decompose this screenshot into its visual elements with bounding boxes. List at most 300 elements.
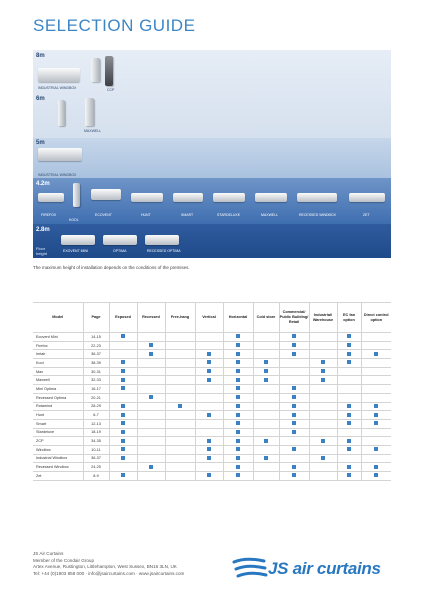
feature-mark <box>121 456 125 460</box>
feature-mark <box>236 413 240 417</box>
js-air-curtains-logo <box>232 556 400 584</box>
feature-cell <box>309 437 337 446</box>
table-row <box>33 385 391 394</box>
page-cell: 8-9 <box>83 472 109 481</box>
table-row <box>33 393 391 402</box>
feature-cell <box>137 376 165 385</box>
feature-cell <box>137 350 165 359</box>
feature-mark <box>149 343 153 347</box>
feature-cell <box>309 350 337 359</box>
feature-cell <box>279 333 309 342</box>
feature-mark <box>292 343 296 347</box>
product-image-stardeluxe <box>213 193 245 202</box>
feature-mark <box>374 447 378 451</box>
feature-mark <box>236 404 240 408</box>
feature-mark <box>207 439 211 443</box>
page-cell: 6-7 <box>83 411 109 420</box>
feature-cell <box>223 472 253 481</box>
footer-company: JS Air Curtains <box>33 551 64 556</box>
feature-cell <box>361 350 391 359</box>
product-image-maxwell <box>85 98 94 126</box>
floor-label-line2: height <box>36 251 47 256</box>
feature-cell <box>195 350 223 359</box>
feature-cell <box>361 333 391 342</box>
feature-mark <box>121 386 125 390</box>
table-row <box>33 463 391 472</box>
feature-cell <box>165 393 195 402</box>
feature-cell <box>165 350 195 359</box>
feature-cell <box>253 428 279 437</box>
feature-mark <box>207 369 211 373</box>
selection-table-wrapper <box>33 302 391 481</box>
feature-mark <box>236 395 240 399</box>
feature-mark <box>374 473 378 477</box>
table-row <box>33 445 391 454</box>
feature-mark <box>121 334 125 338</box>
feature-cell <box>361 419 391 428</box>
product-label-exovent-mini: EXOVENT MINI <box>63 249 89 253</box>
feature-cell <box>165 454 195 463</box>
model-cell: Hunt <box>33 411 83 420</box>
height-label-6m: 6m <box>36 96 45 102</box>
feature-mark <box>347 421 351 425</box>
feature-cell <box>195 454 223 463</box>
product-image-smart <box>173 193 203 202</box>
feature-cell <box>195 411 223 420</box>
feature-mark <box>121 360 125 364</box>
feature-cell <box>195 428 223 437</box>
feature-cell <box>223 411 253 420</box>
model-cell: Firefox <box>33 341 83 350</box>
feature-cell <box>361 367 391 376</box>
feature-mark <box>292 352 296 356</box>
selection-table <box>33 302 391 481</box>
column-header: Commercial/ Public Building/ Retail <box>279 303 309 333</box>
product-label-maxwell: MAXWELL <box>84 129 102 133</box>
model-cell: Stardeluxe <box>33 428 83 437</box>
feature-mark <box>292 465 296 469</box>
feature-cell <box>337 463 361 472</box>
feature-mark <box>121 473 125 477</box>
page-cell: 38-39 <box>83 359 109 368</box>
feature-cell <box>109 437 137 446</box>
feature-mark <box>264 378 268 382</box>
product-label-kool: KOOL <box>69 218 79 222</box>
product-image-ecovent <box>91 189 121 200</box>
table-row <box>33 376 391 385</box>
feature-mark <box>121 447 125 451</box>
feature-cell <box>309 428 337 437</box>
table-header-row <box>33 303 391 333</box>
table-row <box>33 350 391 359</box>
feature-cell <box>309 463 337 472</box>
feature-cell <box>253 437 279 446</box>
feature-mark <box>236 369 240 373</box>
feature-cell <box>337 393 361 402</box>
feature-cell <box>137 445 165 454</box>
model-cell: ZCP <box>33 437 83 446</box>
feature-cell <box>109 393 137 402</box>
feature-cell <box>109 472 137 481</box>
product-label-ccp: CCP <box>107 88 115 92</box>
feature-cell <box>109 419 137 428</box>
feature-mark <box>149 352 153 356</box>
feature-cell <box>223 350 253 359</box>
feature-mark <box>236 334 240 338</box>
feature-mark <box>347 413 351 417</box>
feature-cell <box>361 437 391 446</box>
feature-cell <box>279 411 309 420</box>
feature-cell <box>165 367 195 376</box>
feature-mark <box>236 473 240 477</box>
table-row <box>33 341 391 350</box>
table-row <box>33 437 391 446</box>
height-label-8m: 8m <box>36 53 45 59</box>
feature-cell <box>195 376 223 385</box>
feature-cell <box>253 445 279 454</box>
feature-cell <box>137 411 165 420</box>
feature-mark <box>236 465 240 469</box>
feature-mark <box>236 447 240 451</box>
model-cell: Maxwell <box>33 376 83 385</box>
feature-mark <box>149 395 153 399</box>
page-cell: 14-15 <box>83 333 109 342</box>
table-row <box>33 411 391 420</box>
feature-cell <box>109 367 137 376</box>
feature-mark <box>207 456 211 460</box>
height-label-5m: 5m <box>36 140 45 146</box>
feature-mark <box>236 386 240 390</box>
feature-mark <box>121 430 125 434</box>
feature-mark <box>236 421 240 425</box>
feature-mark <box>236 343 240 347</box>
feature-cell <box>361 402 391 411</box>
feature-cell <box>279 463 309 472</box>
feature-mark <box>207 352 211 356</box>
feature-mark <box>347 473 351 477</box>
feature-mark <box>374 352 378 356</box>
feature-cell <box>337 419 361 428</box>
model-cell: Imtair <box>33 350 83 359</box>
product-image-maxwell-4m <box>255 193 287 202</box>
footer-member: Member of the Condair Group <box>33 557 95 563</box>
feature-mark <box>207 447 211 451</box>
feature-cell <box>253 350 279 359</box>
feature-cell <box>337 402 361 411</box>
page-cell: 32-33 <box>83 376 109 385</box>
feature-mark <box>292 430 296 434</box>
model-cell: Kool <box>33 359 83 368</box>
feature-cell <box>279 376 309 385</box>
feature-cell <box>279 454 309 463</box>
feature-cell <box>309 367 337 376</box>
feature-cell <box>253 472 279 481</box>
product-image-vertical <box>91 58 100 82</box>
page-cell: 28-29 <box>83 402 109 411</box>
feature-mark <box>149 465 153 469</box>
feature-cell <box>337 350 361 359</box>
feature-cell <box>309 385 337 394</box>
feature-mark <box>374 413 378 417</box>
feature-cell <box>279 419 309 428</box>
feature-cell <box>309 393 337 402</box>
feature-cell <box>309 341 337 350</box>
feature-cell <box>109 463 137 472</box>
feature-cell <box>137 393 165 402</box>
feature-cell <box>253 385 279 394</box>
logo-text: JS air curtains <box>268 559 381 578</box>
feature-cell <box>195 445 223 454</box>
feature-cell <box>195 463 223 472</box>
feature-cell <box>361 411 391 420</box>
feature-cell <box>109 350 137 359</box>
feature-mark <box>121 378 125 382</box>
feature-cell <box>223 428 253 437</box>
feature-mark <box>236 378 240 382</box>
feature-mark <box>321 456 325 460</box>
feature-cell <box>337 454 361 463</box>
feature-cell <box>109 454 137 463</box>
feature-cell <box>279 359 309 368</box>
feature-mark <box>121 421 125 425</box>
product-label-smart: SMART <box>181 213 194 217</box>
feature-cell <box>165 341 195 350</box>
column-header: Horizontal <box>223 303 253 333</box>
product-image-industrial-windbox-5m <box>38 148 82 161</box>
feature-mark <box>374 421 378 425</box>
product-image-recessed-optima <box>145 235 179 245</box>
floor-height-label <box>36 246 47 256</box>
column-header: EC fan option <box>337 303 361 333</box>
feature-cell <box>137 472 165 481</box>
feature-cell <box>109 428 137 437</box>
feature-mark <box>347 334 351 338</box>
feature-cell <box>279 393 309 402</box>
model-cell: Ecovent Mini <box>33 333 83 342</box>
column-header: Page <box>83 303 109 333</box>
model-cell: Smart <box>33 419 83 428</box>
model-cell: Zet <box>33 472 83 481</box>
installation-note: The maximum height of installation depends on the conditions of the premises. <box>33 265 190 270</box>
feature-mark <box>264 360 268 364</box>
feature-cell <box>195 341 223 350</box>
product-image-hunt <box>131 193 163 202</box>
page-cell: 36-37 <box>83 454 109 463</box>
column-header: Exposed <box>109 303 137 333</box>
product-image-recessed-windbox <box>297 193 337 202</box>
page-cell: 30-31 <box>83 367 109 376</box>
feature-mark <box>236 352 240 356</box>
model-cell: Max <box>33 367 83 376</box>
product-label-recessed-windbox: RECESSED WINDBOX <box>299 213 336 217</box>
band-5m <box>33 138 391 178</box>
feature-cell <box>223 445 253 454</box>
feature-cell <box>309 419 337 428</box>
feature-cell <box>337 341 361 350</box>
feature-cell <box>279 428 309 437</box>
product-label-optima: OPTIMA <box>113 249 127 253</box>
band-4-2m <box>33 178 391 224</box>
feature-mark <box>292 395 296 399</box>
column-header: Direct control option <box>361 303 391 333</box>
feature-mark <box>264 456 268 460</box>
feature-cell <box>165 445 195 454</box>
table-body <box>33 333 391 481</box>
feature-cell <box>361 445 391 454</box>
product-image-zet <box>349 193 385 202</box>
feature-mark <box>236 456 240 460</box>
page-title: SELECTION GUIDE <box>33 16 196 35</box>
feature-cell <box>223 463 253 472</box>
page-cell: 24-25 <box>83 463 109 472</box>
height-label-2-8m: 2.8m <box>36 227 50 233</box>
feature-mark <box>321 369 325 373</box>
feature-cell <box>223 385 253 394</box>
feature-cell <box>361 385 391 394</box>
feature-cell <box>137 385 165 394</box>
feature-mark <box>236 430 240 434</box>
page-cell: 18-19 <box>83 428 109 437</box>
feature-cell <box>253 402 279 411</box>
feature-cell <box>253 376 279 385</box>
feature-mark <box>207 378 211 382</box>
feature-cell <box>109 341 137 350</box>
feature-cell <box>253 359 279 368</box>
feature-cell <box>109 376 137 385</box>
feature-cell <box>195 359 223 368</box>
feature-cell <box>165 411 195 420</box>
feature-cell <box>337 472 361 481</box>
feature-cell <box>279 341 309 350</box>
footer-contact <box>33 551 184 577</box>
feature-cell <box>109 402 137 411</box>
feature-cell <box>223 402 253 411</box>
column-header: Free-hang <box>165 303 195 333</box>
feature-mark <box>347 404 351 408</box>
feature-cell <box>165 385 195 394</box>
feature-cell <box>361 341 391 350</box>
feature-cell <box>137 463 165 472</box>
table-row <box>33 402 391 411</box>
feature-cell <box>279 402 309 411</box>
feature-cell <box>361 454 391 463</box>
feature-mark <box>292 421 296 425</box>
feature-cell <box>337 445 361 454</box>
feature-cell <box>165 463 195 472</box>
footer-contact-line: Tel: +44 (0)1903 858 000 · info@jsaircurtains.com · www.jsaircurtains.com <box>33 570 185 576</box>
table-row <box>33 428 391 437</box>
product-label-hunt: HUNT <box>141 213 151 217</box>
feature-cell <box>137 402 165 411</box>
feature-mark <box>121 404 125 408</box>
feature-cell <box>109 445 137 454</box>
model-cell: Windbox <box>33 445 83 454</box>
height-label-4-2m: 4.2m <box>36 181 50 187</box>
floor-label-line1: Floor <box>36 246 46 251</box>
feature-cell <box>137 341 165 350</box>
feature-cell <box>279 350 309 359</box>
feature-cell <box>195 333 223 342</box>
feature-mark <box>178 404 182 408</box>
feature-mark <box>292 404 296 408</box>
feature-cell <box>253 367 279 376</box>
model-cell: Mini Optima <box>33 385 83 394</box>
feature-mark <box>207 360 211 364</box>
column-header: Model <box>33 303 83 333</box>
feature-mark <box>292 447 296 451</box>
model-cell: Recessed Optima <box>33 393 83 402</box>
feature-cell <box>223 419 253 428</box>
feature-cell <box>223 437 253 446</box>
feature-cell <box>253 419 279 428</box>
feature-cell <box>223 367 253 376</box>
feature-cell <box>109 411 137 420</box>
product-image-industrial-windbox <box>38 68 80 82</box>
feature-cell <box>195 437 223 446</box>
air-swoosh-icon <box>232 556 268 584</box>
feature-cell <box>137 428 165 437</box>
feature-cell <box>137 419 165 428</box>
feature-mark <box>347 352 351 356</box>
feature-mark <box>347 343 351 347</box>
feature-cell <box>165 333 195 342</box>
feature-cell <box>195 393 223 402</box>
feature-cell <box>361 428 391 437</box>
feature-cell <box>253 333 279 342</box>
feature-mark <box>347 360 351 364</box>
feature-mark <box>347 439 351 443</box>
feature-cell <box>165 437 195 446</box>
feature-cell <box>223 341 253 350</box>
feature-mark <box>347 465 351 469</box>
feature-cell <box>223 333 253 342</box>
feature-mark <box>236 439 240 443</box>
product-label-zet: ZET <box>363 213 370 217</box>
feature-cell <box>195 367 223 376</box>
feature-cell <box>279 385 309 394</box>
feature-cell <box>109 385 137 394</box>
table-row <box>33 333 391 342</box>
feature-cell <box>137 359 165 368</box>
feature-cell <box>223 376 253 385</box>
model-cell: Rotamind <box>33 402 83 411</box>
feature-cell <box>137 333 165 342</box>
feature-cell <box>361 359 391 368</box>
feature-cell <box>165 376 195 385</box>
feature-cell <box>309 411 337 420</box>
feature-cell <box>337 411 361 420</box>
feature-cell <box>109 333 137 342</box>
feature-cell <box>253 393 279 402</box>
table-row <box>33 359 391 368</box>
feature-cell <box>361 472 391 481</box>
model-cell: Recessed Windbox <box>33 463 83 472</box>
page-cell: 16-17 <box>83 385 109 394</box>
feature-mark <box>374 465 378 469</box>
feature-cell <box>361 376 391 385</box>
feature-cell <box>253 411 279 420</box>
product-label-industrial-windbox-5m: INDUSTRIAL WINDBOX <box>38 173 77 177</box>
feature-mark <box>292 413 296 417</box>
feature-cell <box>223 454 253 463</box>
feature-cell <box>309 402 337 411</box>
feature-mark <box>321 360 325 364</box>
feature-cell <box>309 472 337 481</box>
feature-cell <box>309 333 337 342</box>
feature-mark <box>292 386 296 390</box>
product-label-ecovent: ECOVENT <box>95 213 112 217</box>
feature-cell <box>195 419 223 428</box>
